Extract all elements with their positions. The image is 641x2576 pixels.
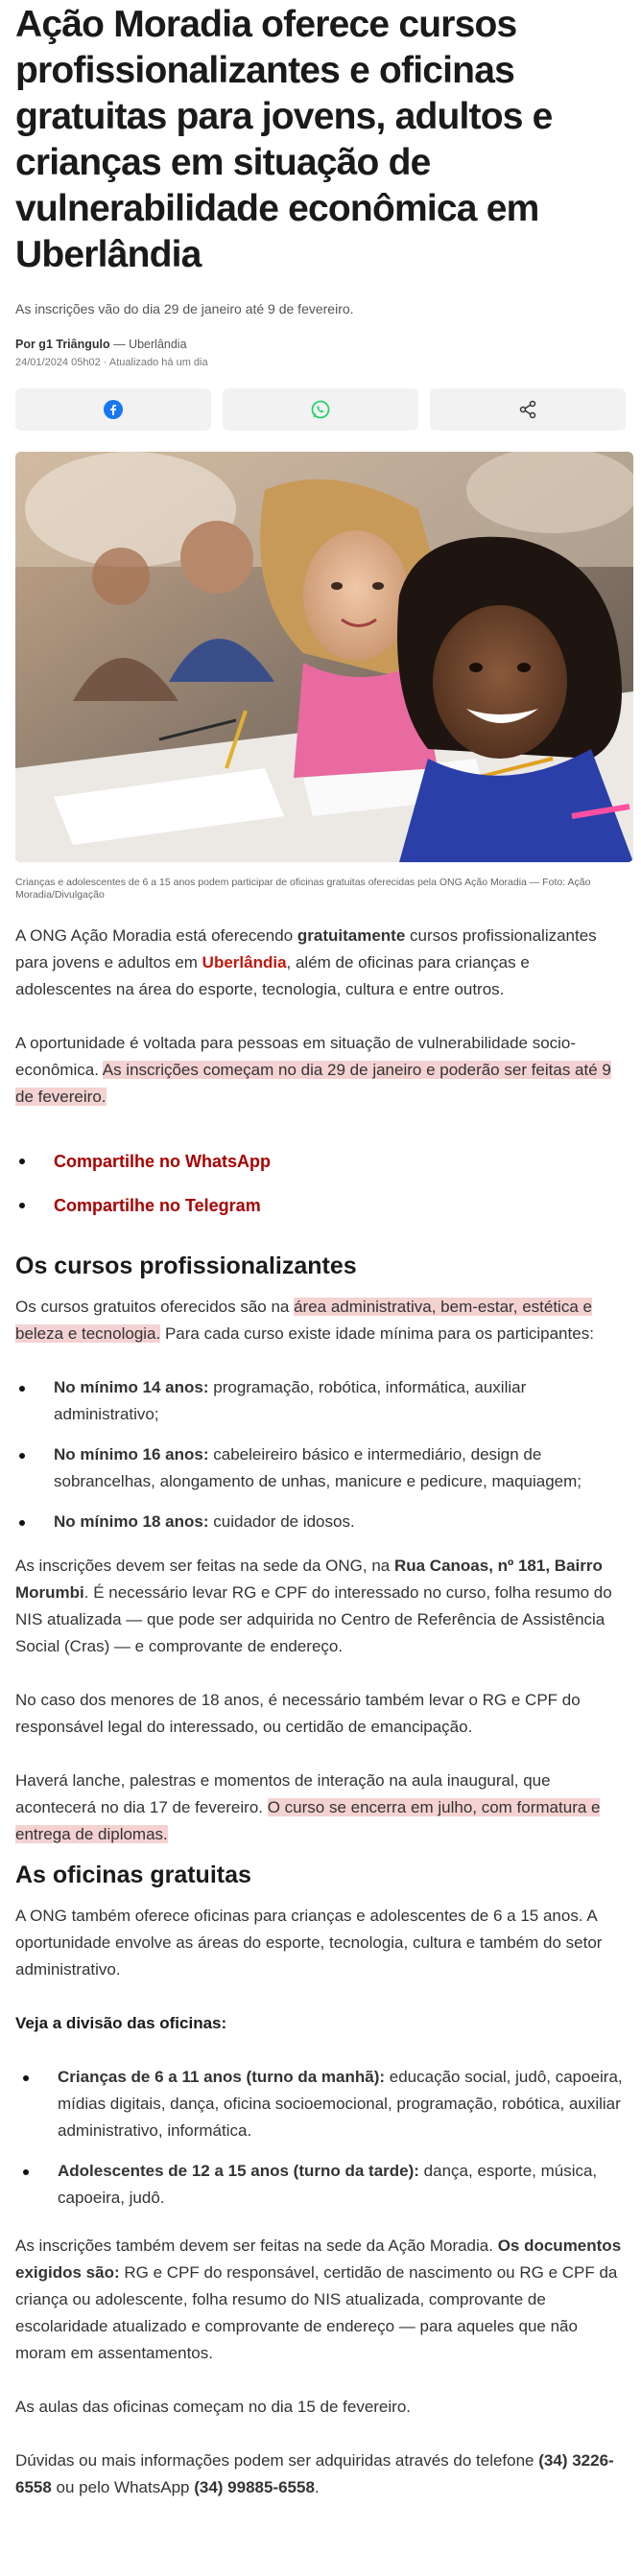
bullet-icon [23,2075,29,2081]
phone-number: (34) 3226-6558 [15,2451,614,2496]
whatsapp-number: (34) 99885-6558 [194,2478,315,2496]
highlight-formatura: O curso se encerra em julho, com formatura e entrega de diplomas. [15,1798,601,1843]
text-span: Para cada curso existe idade mínima para os participantes: [160,1324,594,1343]
bullet-icon [19,1159,25,1164]
text-span: Haverá lanche, palestras e momentos de interação na aula inaugural, que acontecerá no dia 17 de fevereiro. [15,1771,551,1816]
oficinas-list [15,2064,626,2212]
heading-cursos: Os cursos profissionalizantes [15,1253,357,1279]
bullet-icon [19,1203,25,1208]
paragraph-oportunidade [15,1030,626,1111]
highlight-inscricoes: As inscrições começam no dia 29 de janeiro e poderão ser feitas até 9 de fevereiro. [15,1061,611,1106]
paragraph-intro [15,923,626,1003]
article-photo[interactable] [15,452,633,862]
share-icon [517,399,538,420]
list-item-body: cabeleireiro básico e intermediário, design de sobrancelhas, alongamento de unhas, manicure e pedicure, maquiagem; [54,1445,582,1490]
list-item-label: No mínimo 14 anos: [54,1378,209,1396]
paragraph-menores: No caso dos menores de 18 anos, é necessário também levar o RG e CPF do responsável legal do interessado, ou certidão de emancipação. [15,1691,581,1736]
text-span: As inscrições devem ser feitas na sede da ONG, na [15,1557,394,1575]
list-item-label: No mínimo 18 anos: [54,1512,209,1531]
photo-caption: Crianças e adolescentes de 6 a 15 anos podem participar de oficinas gratuitas oferecidas pela ONG Ação Moradia — Foto: Ação Moradia/Divulgação [15,877,591,901]
list-item-label: Crianças de 6 a 11 anos (turno da manhã): [58,2068,386,2086]
text-span: A oportunidade é voltada para pessoas em situação de vulnerabilidade socio-econômica. [15,1034,577,1079]
text-span: RG e CPF do responsável, certidão de nascimento ou RG e CPF da criança ou adolescente, folha resumo do NIS atualizada, comprovante de escolaridade atualizado e comprovante de endereço — para aqueles que não moram em assentamentos. [15,2263,618,2362]
text-span: As inscrições também devem ser feitas na sede da Ação Moradia. [15,2236,498,2255]
list-item [19,1509,626,1535]
bold-gratuitamente: gratuitamente [297,926,406,945]
publish-date: 24/01/2024 05h02 · Atualizado há um dia [15,357,208,368]
list-item [23,2064,626,2144]
bold-address: Rua Canoas, nº 181, Bairro Morumbi [15,1557,603,1602]
list-item [19,1441,626,1495]
list-item-label: Adolescentes de 12 a 15 anos (turno da tarde): [58,2162,419,2180]
paragraph-inscricoes-sede [15,1553,626,1660]
list-item [19,1183,626,1228]
paragraph-divisao: Veja a divisão das oficinas: [15,2014,227,2032]
list-item [23,2158,626,2212]
share-facebook-button[interactable] [15,388,211,431]
author: Por g1 Triângulo [15,338,110,351]
paragraph-aula-inaugural [15,1768,626,1848]
list-item [19,1139,626,1183]
list-item-label: No mínimo 16 anos: [54,1445,209,1464]
cursos-list [15,1374,626,1535]
list-item-body: educação social, judô, capoeira, mídias digitais, dança, oficina socioemocional, programação, robótica, auxiliar administrativo, informática. [58,2068,623,2140]
whatsapp-icon [310,399,331,420]
paragraph-cursos [15,1294,626,1347]
list-item-body: dança, esporte, música, capoeira, judô. [58,2162,598,2207]
link-uberlandia[interactable]: Uberlândia [202,953,287,972]
bullet-icon [23,2169,29,2175]
share-bar [15,388,626,431]
text-span: . [314,2478,320,2496]
share-telegram-link[interactable]: Compartilhe no Telegram [54,1195,261,1215]
text-span: A ONG Ação Moradia está oferecendo [15,926,297,945]
share-whatsapp-link[interactable]: Compartilhe no WhatsApp [54,1151,271,1171]
bold-documentos: Os documentos exigidos são: [15,2236,622,2282]
text-span: , além de oficinas para crianças e adolescentes na área do esporte, tecnologia, cultura e entre outros. [15,953,530,998]
heading-oficinas: As oficinas gratuitas [15,1862,251,1888]
list-item-body: programação, robótica, informática, auxiliar administrativo; [54,1378,527,1423]
highlight-areas: área administrativa, bem-estar, estética e beleza e tecnologia. [15,1298,592,1343]
paragraph-aulas-inicio: As aulas das oficinas começam no dia 15 de fevereiro. [15,2398,412,2416]
share-whatsapp-button[interactable] [223,388,418,431]
author-location: — Uberlândia [113,338,187,351]
children-drawing-photo [15,452,633,862]
paragraph-contato [15,2447,626,2501]
list-item-body: cuidador de idosos. [208,1512,355,1531]
list-item-text [54,1374,626,1428]
list-item-text [58,2064,626,2144]
bullet-icon [19,1520,25,1526]
text-span: Dúvidas ou mais informações podem ser adquiridas através do telefone [15,2451,539,2470]
byline [15,338,626,351]
share-generic-button[interactable] [430,388,626,431]
paragraph-documentos [15,2233,626,2367]
text-span: . É necessário levar RG e CPF do interessado no curso, folha resumo do NIS atualizada — que pode ser adquirida no Centro de Referência de Assistência Social (Cras) — e comprovante de endereço. [15,1583,612,1655]
text-span: cursos profissionalizantes para jovens e adultos em [15,926,597,972]
text-span: Os cursos gratuitos oferecidos são na [15,1298,295,1316]
paragraph-oficinas: A ONG também oferece oficinas para crianças e adolescentes de 6 a 15 anos. A oportunidade envolve as áreas do esporte, tecnologia, cultura e também do setor administrativo. [15,1907,603,1979]
facebook-icon [104,400,123,419]
bullet-icon [19,1386,25,1392]
list-item [19,1374,626,1428]
article-title: Ação Moradia oferece cursos profissionalizantes e oficinas gratuitas para jovens, adultos e crianças em situação de vulnerabilidade econômica em Uberlândia [15,4,553,275]
list-item-text [54,1441,626,1495]
list-item-text [58,2158,626,2212]
text-span: ou pelo WhatsApp [51,2478,195,2496]
share-links [15,1139,626,1228]
article-subtitle: As inscrições vão do dia 29 de janeiro até 9 de fevereiro. [15,301,354,316]
bullet-icon [19,1453,25,1459]
list-item-text [54,1509,355,1535]
